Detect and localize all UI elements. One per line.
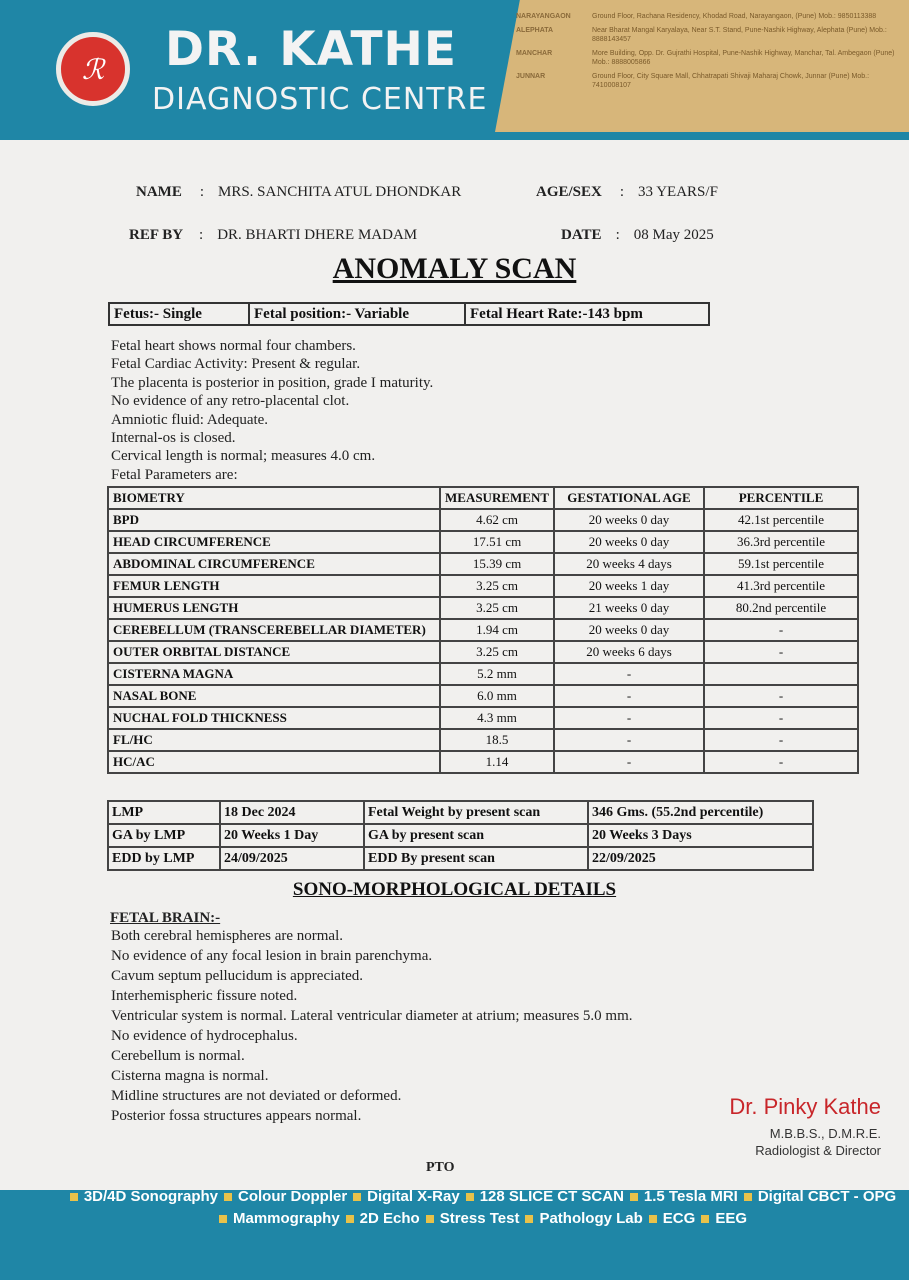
bullet-icon [701,1215,709,1223]
table-cell: 20 weeks 1 day [554,575,704,597]
table-cell: 20 Weeks 1 Day [220,824,364,847]
branch-address: More Building, Opp. Dr. Gujrathi Hospital, Pune-Nashik Highway, Manchar, Tal. Ambegaon (Pune) Mob.: 8888005866 [592,50,895,66]
service-item: Digital X-Ray [367,1188,460,1205]
table-cell: OUTER ORBITAL DISTANCE [108,641,440,663]
service-item: 2D Echo [359,1210,420,1227]
finding-line: Fetal heart shows normal four chambers. [111,338,356,354]
table-cell: 24/09/2025 [220,847,364,870]
fetal-brain-heading: FETAL BRAIN:- [110,910,221,926]
col-header: PERCENTILE [704,487,858,509]
table-cell: 42.1st percentile [704,509,858,531]
table-cell: NASAL BONE [108,685,440,707]
table-cell: GA by LMP [108,824,220,847]
finding-line: Midline structures are not deviated or deformed. [111,1088,402,1104]
date-row [561,227,714,244]
table-cell: - [554,663,704,685]
finding-line: Fetal Parameters are: [111,466,238,483]
sono-title: SONO-MORPHOLOGICAL DETAILS [292,879,617,900]
fetus-summary-box [108,302,710,326]
patient-name: MRS. SANCHITA ATUL DHONDKAR [218,184,462,200]
table-cell: 3.25 cm [440,641,554,663]
finding-line: Cervical length is normal; measures 4.0 cm. [111,448,376,465]
table-row [108,707,858,729]
branch-item [516,72,896,90]
fetal-position: Fetal position:- Variable [250,304,466,324]
branch-address: Ground Floor, City Square Mall, Chhatrapati Shivaji Maharaj Chowk, Junnar (Pune) Mob.: 7410008107 [592,73,870,89]
service-item: Digital CBCT - OPG [757,1188,897,1205]
table-row [108,685,858,707]
table-row [108,847,813,870]
table-cell: EDD By present scan [364,847,588,870]
table-cell: - [554,707,704,729]
finding-line: Amniotic fluid: Adequate. [111,411,269,428]
table-row [108,531,858,553]
finding-line: Posterior fossa structures appears normal. [111,1108,362,1124]
col-header: MEASUREMENT [440,487,554,509]
doctor-qualification: M.B.B.S., D.M.R.E. [769,1126,881,1141]
report-title: ANOMALY SCAN [332,252,577,285]
table-cell: 5.2 mm [440,663,554,685]
table-cell: - [554,751,704,773]
table-cell: 20 weeks 6 days [554,641,704,663]
table-cell: FEMUR LENGTH [108,575,440,597]
branch-item [516,26,896,44]
bullet-icon [630,1193,638,1201]
doctor-name: Dr. Pinky Kathe [729,1094,881,1119]
finding-line: No evidence of any focal lesion in brain parenchyma. [111,948,433,964]
clinic-logo-icon [56,32,130,106]
table-row [108,597,858,619]
branch-address: Ground Floor, Rachana Residency, Khodad Road, Narayangaon, (Pune) Mob.: 9850113388 [592,13,877,20]
service-item: Mammography [232,1210,340,1227]
services-line [60,1208,900,1230]
finding-line: No evidence of any retro-placental clot. [111,393,350,410]
brain-findings [111,926,633,1126]
service-item: ECG [662,1210,696,1227]
biometry-body [108,509,858,773]
finding-line: Both cerebral hemispheres are normal. [111,928,343,944]
colon: : [619,184,625,200]
bullet-icon [353,1193,361,1201]
table-cell: 41.3rd percentile [704,575,858,597]
table-cell: 6.0 mm [440,685,554,707]
bullet-icon [219,1215,227,1223]
finding-line: Cavum septum pellucidum is appreciated. [111,968,364,984]
doctor-signature-block [729,1094,881,1158]
table-cell: - [704,707,858,729]
doctor-role: Radiologist & Director [755,1143,881,1158]
table-cell: NUCHAL FOLD THICKNESS [108,707,440,729]
bullet-icon [224,1193,232,1201]
table-cell: FL/HC [108,729,440,751]
table-cell: 20 Weeks 3 Days [588,824,813,847]
table-cell: - [704,729,858,751]
service-item: 1.5 Tesla MRI [643,1188,738,1205]
table-cell: - [704,751,858,773]
table-cell: 20 weeks 0 day [554,531,704,553]
table-cell: 3.25 cm [440,597,554,619]
branch-address: Near Bharat Mangal Karyalaya, Near S.T. Stand, Pune-Nashik Highway, Alephata (Pune) Mob.: 8888143457 [592,27,887,43]
service-item: 128 SLICE CT SCAN [479,1188,624,1205]
table-cell: 15.39 cm [440,553,554,575]
service-item: Pathology Lab [539,1210,643,1227]
brand-name: DR. KATHE [165,22,457,77]
table-cell: HUMERUS LENGTH [108,597,440,619]
dates-table [107,800,814,871]
services-list [60,1186,900,1230]
finding-line: Fetal Cardiac Activity: Present & regular. [111,356,361,373]
table-cell: 18.5 [440,729,554,751]
table-cell: 59.1st percentile [704,553,858,575]
table-cell: CEREBELLUM (TRANSCEREBELLAR DIAMETER) [108,619,440,641]
finding-line: The placenta is posterior in position, grade I maturity. [111,374,434,391]
report-date: 08 May 2025 [633,227,714,243]
table-cell: 36.3rd percentile [704,531,858,553]
table-cell: HC/AC [108,751,440,773]
service-item: EEG [715,1210,747,1227]
finding-line: Cisterna magna is normal. [111,1068,269,1084]
table-cell: 20 weeks 0 day [554,509,704,531]
fetus-count: Fetus:- Single [110,304,250,324]
table-cell: 1.14 [440,751,554,773]
table-cell: - [704,641,858,663]
colon: : [615,227,620,243]
table-row [108,641,858,663]
table-cell: ABDOMINAL CIRCUMFERENCE [108,553,440,575]
services-line [60,1186,900,1208]
branch-name: ALEPHATA [516,27,554,34]
patient-name-row [136,184,461,201]
bullet-icon [649,1215,657,1223]
table-cell: 346 Gms. (55.2nd percentile) [588,801,813,824]
table-row [108,801,813,824]
biometry-table [107,486,859,774]
table-cell: 20 weeks 0 day [554,619,704,641]
branch-name: MANCHAR [516,50,553,57]
date-label: DATE [561,227,602,243]
branch-name: JUNNAR [516,73,546,80]
table-row [108,729,858,751]
colon: : [199,227,204,243]
referring-doctor: DR. BHARTI DHERE MADAM [217,227,418,243]
finding-line: Interhemispheric fissure noted. [111,988,298,1004]
finding-line: Cerebellum is normal. [111,1048,245,1064]
table-cell: GA by present scan [364,824,588,847]
branch-list [516,12,896,95]
bullet-icon [70,1193,78,1201]
table-row [108,509,858,531]
table-cell: Fetal Weight by present scan [364,801,588,824]
table-cell [704,663,858,685]
branch-item [516,49,896,67]
table-cell: 17.51 cm [440,531,554,553]
table-cell: - [704,685,858,707]
table-cell: EDD by LMP [108,847,220,870]
fetal-heart-rate: Fetal Heart Rate:-143 bpm [470,306,643,322]
table-cell: - [554,729,704,751]
dates-body [108,801,813,870]
table-row [108,663,858,685]
age-sex-row [536,184,718,201]
col-header: BIOMETRY [108,487,440,509]
bullet-icon [466,1193,474,1201]
table-row [108,824,813,847]
table-cell: 1.94 cm [440,619,554,641]
brand-subtitle: DIAGNOSTIC CENTRE [152,82,488,117]
table-cell: 21 weeks 0 day [554,597,704,619]
table-cell: 20 weeks 4 days [554,553,704,575]
table-cell: 4.62 cm [440,509,554,531]
logo-glyph: ℛ [81,52,105,86]
pto-label: PTO [426,1160,455,1175]
table-row [108,751,858,773]
table-cell: - [554,685,704,707]
service-item: Colour Doppler [238,1188,348,1205]
branch-name: NARAYANGAON [516,13,571,20]
bullet-icon [426,1215,434,1223]
ref-label: REF BY [129,227,184,243]
age-label: AGE/SEX [536,184,602,200]
table-cell: 22/09/2025 [588,847,813,870]
branch-item [516,12,896,21]
table-cell: CISTERNA MAGNA [108,663,440,685]
col-header: GESTATIONAL AGE [554,487,704,509]
table-cell: HEAD CIRCUMFERENCE [108,531,440,553]
table-row [108,575,858,597]
general-findings [111,337,433,484]
service-item: 3D/4D Sonography [83,1188,218,1205]
biometry-header-row [108,487,858,509]
table-cell: 18 Dec 2024 [220,801,364,824]
table-cell: - [704,619,858,641]
colon: : [199,184,204,200]
bullet-icon [744,1193,752,1201]
ref-by-row [129,227,417,244]
finding-line: No evidence of hydrocephalus. [111,1028,298,1044]
bullet-icon [346,1215,354,1223]
finding-line: Ventricular system is normal. Lateral ventricular diameter at atrium; measures 5.0 mm. [111,1008,633,1024]
table-row [108,553,858,575]
service-item: Stress Test [439,1210,520,1227]
table-cell: 80.2nd percentile [704,597,858,619]
bullet-icon [525,1215,533,1223]
finding-line: Internal-os is closed. [111,430,236,447]
table-cell: 4.3 mm [440,707,554,729]
table-cell: BPD [108,509,440,531]
table-cell: LMP [108,801,220,824]
patient-age: 33 YEARS/F [638,184,718,200]
table-row [108,619,858,641]
table-cell: 3.25 cm [440,575,554,597]
name-label: NAME [136,184,182,200]
